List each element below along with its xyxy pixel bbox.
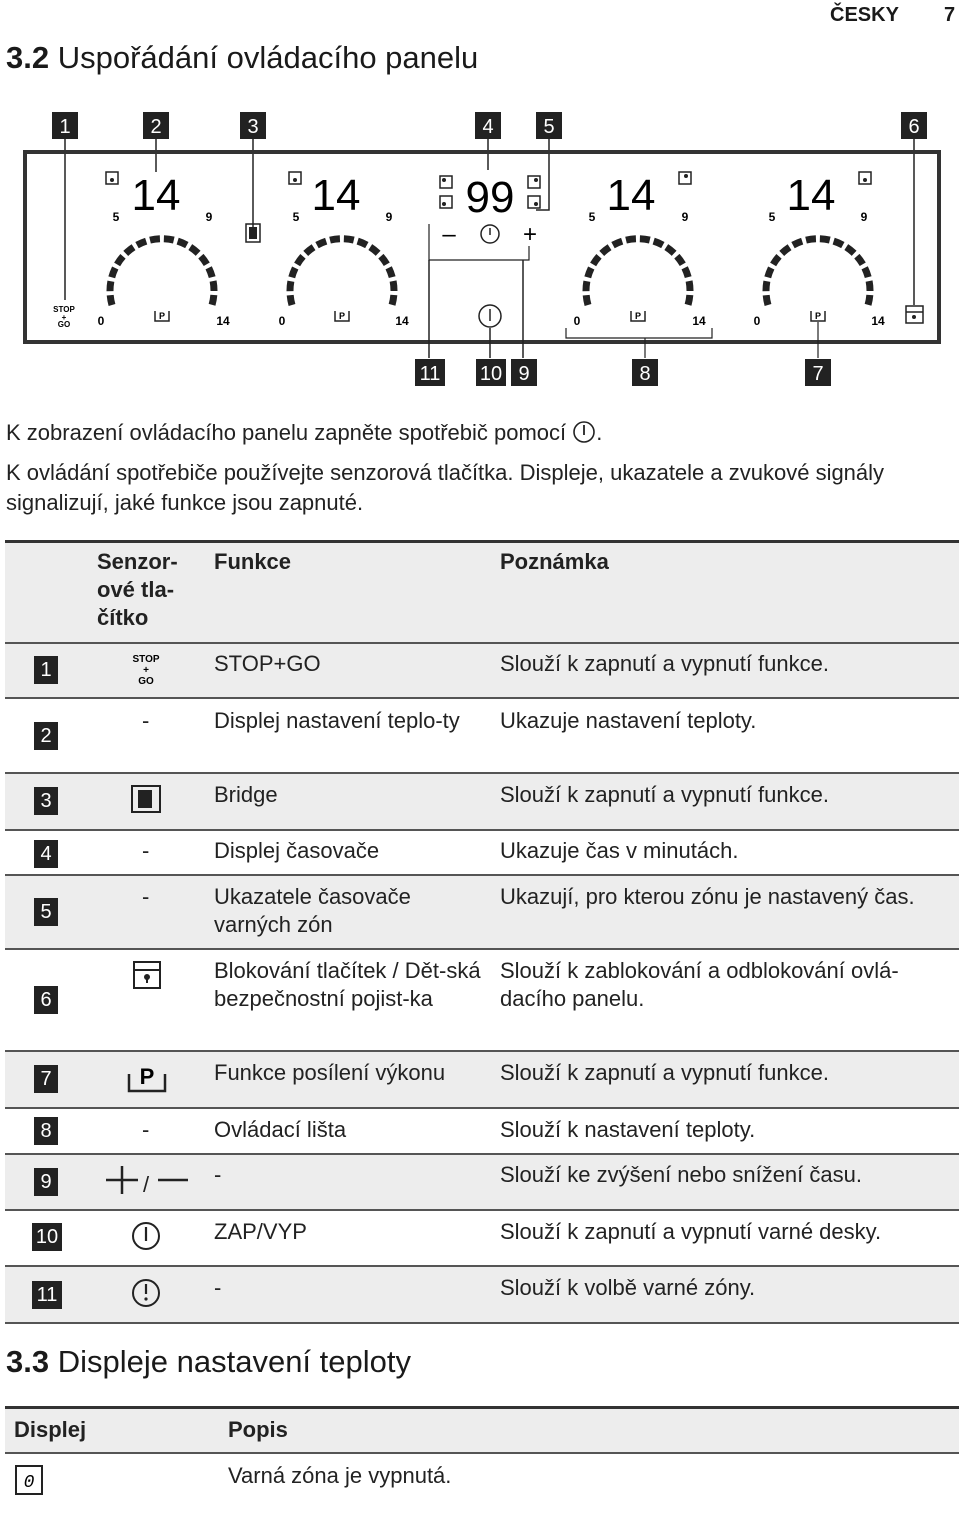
svg-text:P: P bbox=[139, 1064, 155, 1089]
zone-1-display: 14 bbox=[131, 171, 181, 220]
bridge-icon bbox=[130, 784, 162, 814]
svg-text:P: P bbox=[338, 311, 346, 321]
svg-text:5: 5 bbox=[768, 210, 776, 224]
svg-text:+: + bbox=[143, 665, 149, 676]
row-function: Ovládací lišta bbox=[214, 1117, 347, 1142]
callout-6: 6 bbox=[908, 116, 920, 138]
power-boost-icon bbox=[126, 1060, 168, 1094]
lock-icon bbox=[132, 960, 162, 990]
row-function: Funkce posílení výkonu bbox=[214, 1060, 446, 1085]
on-off-icon bbox=[130, 1220, 162, 1252]
svg-text:0: 0 bbox=[97, 314, 105, 328]
row-note: Ukazuje čas v minutách. bbox=[500, 838, 739, 863]
callout-2: 2 bbox=[150, 116, 162, 138]
svg-text:14: 14 bbox=[395, 314, 409, 328]
row-function: Displej nastavení teplo-ty bbox=[214, 708, 460, 733]
page-number: 7 bbox=[944, 4, 956, 26]
stop-label: STOP bbox=[53, 305, 75, 314]
section-title-text: Displeje nastavení teploty bbox=[57, 1344, 411, 1379]
row-note: Slouží k zapnutí a vypnutí varné desky. bbox=[500, 1219, 882, 1244]
callout-11: 11 bbox=[419, 363, 441, 385]
row-number: 1 bbox=[34, 656, 58, 684]
row-number: 9 bbox=[34, 1168, 58, 1196]
row-sensor: - bbox=[142, 1117, 150, 1142]
row-note: Slouží k zapnutí a vypnutí funkce. bbox=[500, 1060, 829, 1085]
timer-display: 99 bbox=[465, 173, 515, 222]
row-description: Varná zóna je vypnutá. bbox=[228, 1463, 452, 1488]
plus-icon bbox=[104, 1164, 140, 1196]
control-panel-diagram bbox=[0, 100, 960, 395]
row-number: 6 bbox=[34, 986, 58, 1014]
table-header-display: Displej bbox=[14, 1417, 87, 1442]
row-sensor: - bbox=[142, 884, 150, 909]
callout-10: 10 bbox=[479, 363, 503, 385]
table-header-function: Funkce bbox=[214, 549, 292, 574]
zone-1 bbox=[98, 171, 230, 328]
section-title bbox=[6, 40, 478, 76]
row-note: Slouží ke zvýšení nebo snížení času. bbox=[500, 1162, 862, 1187]
svg-text:0: 0 bbox=[23, 1473, 35, 1493]
section-title-text: Uspořádání ovládacího panelu bbox=[57, 40, 479, 75]
zone-3 bbox=[566, 171, 712, 358]
svg-text:P: P bbox=[634, 311, 642, 321]
svg-text:0: 0 bbox=[278, 314, 286, 328]
row-function: - bbox=[214, 1275, 222, 1300]
row-note: Slouží k zapnutí a vypnutí funkce. bbox=[500, 651, 829, 676]
section-title bbox=[6, 1344, 411, 1380]
row-number: 7 bbox=[34, 1065, 58, 1093]
row-note: Slouží k zapnutí a vypnutí funkce. bbox=[500, 782, 829, 807]
row-function: STOP+GO bbox=[214, 651, 321, 676]
timer-icon bbox=[130, 1277, 162, 1309]
row-function: ZAP/VYP bbox=[214, 1219, 307, 1244]
callout-4: 4 bbox=[482, 116, 494, 138]
svg-text:–: – bbox=[442, 221, 456, 248]
row-number: 11 bbox=[32, 1281, 62, 1309]
svg-text:5: 5 bbox=[588, 210, 596, 224]
go-label: GO bbox=[57, 320, 71, 329]
row-note: Ukazuje nastavení teploty. bbox=[500, 708, 757, 733]
svg-text:9: 9 bbox=[385, 210, 393, 224]
callouts-top bbox=[52, 112, 927, 139]
minus-icon bbox=[156, 1164, 190, 1196]
section-number: 3.2 bbox=[6, 40, 50, 75]
row-number: 3 bbox=[34, 787, 58, 815]
svg-text:9: 9 bbox=[205, 210, 213, 224]
row-number: 5 bbox=[34, 898, 58, 926]
svg-text:0: 0 bbox=[753, 314, 761, 328]
callout-7: 7 bbox=[812, 363, 824, 385]
svg-text:14: 14 bbox=[692, 314, 706, 328]
table-header-note: Poznámka bbox=[500, 549, 609, 574]
callout-1: 1 bbox=[59, 116, 71, 138]
zero-display-icon bbox=[14, 1464, 44, 1496]
intro-line-1: K zobrazení ovládacího panelu zapněte spotřebič pomocí . bbox=[6, 420, 603, 445]
svg-text:5: 5 bbox=[292, 210, 300, 224]
svg-text:9: 9 bbox=[860, 210, 868, 224]
row-note: Slouží k volbě varné zóny. bbox=[500, 1275, 756, 1300]
row-number: 8 bbox=[34, 1117, 58, 1145]
callout-8: 8 bbox=[639, 363, 651, 385]
row-number: 4 bbox=[34, 840, 58, 868]
svg-text:P: P bbox=[814, 311, 822, 321]
callouts-bottom bbox=[415, 359, 831, 386]
callout-3: 3 bbox=[247, 116, 259, 138]
zone-2-display: 14 bbox=[311, 171, 361, 220]
row-note: Slouží k zablokování a odblokování ovlá-dacího panelu. bbox=[500, 958, 899, 1011]
svg-text:9: 9 bbox=[681, 210, 689, 224]
svg-text:14: 14 bbox=[216, 314, 230, 328]
zone-4 bbox=[754, 171, 885, 358]
zone-2 bbox=[279, 171, 409, 328]
language-label: ČESKY bbox=[830, 4, 899, 26]
zone-4-display: 14 bbox=[786, 171, 836, 220]
svg-text:0: 0 bbox=[573, 314, 581, 328]
row-sensor: / bbox=[143, 1172, 150, 1197]
row-function: Displej časovače bbox=[214, 838, 380, 863]
svg-text:+: + bbox=[522, 221, 538, 248]
row-sensor: - bbox=[142, 838, 150, 863]
stop-go-icon bbox=[126, 652, 166, 686]
svg-text:GO: GO bbox=[138, 676, 154, 686]
svg-text:5: 5 bbox=[112, 210, 120, 224]
callout-9: 9 bbox=[518, 363, 530, 385]
callout-5: 5 bbox=[543, 116, 555, 138]
plus-label: + bbox=[61, 313, 67, 322]
table-header-sensor: Senzor-ové tla-čítko bbox=[97, 549, 178, 630]
row-note: Slouží k nastavení teploty. bbox=[500, 1117, 756, 1142]
intro-line-2: K ovládání spotřebiče používejte senzorová tlačítka. Displeje, ukazatele a zvukové signály signalizují, jaké funkce jsou zapnuté. bbox=[6, 460, 885, 515]
zone-3-display: 14 bbox=[606, 171, 656, 220]
lock-icon bbox=[906, 306, 923, 323]
row-number: 10 bbox=[32, 1223, 62, 1251]
section-number: 3.3 bbox=[6, 1344, 50, 1379]
row-function: Ukazatele časovače varných zón bbox=[214, 884, 411, 937]
svg-text:STOP: STOP bbox=[132, 654, 160, 665]
on-off-icon bbox=[572, 420, 596, 444]
row-function: Blokování tlačítek / Dět-ská bezpečnostní pojist-ka bbox=[214, 958, 481, 1011]
row-function: - bbox=[214, 1162, 222, 1187]
row-sensor: - bbox=[142, 708, 150, 733]
svg-text:14: 14 bbox=[871, 314, 885, 328]
table-header-description: Popis bbox=[228, 1417, 288, 1442]
svg-text:P: P bbox=[158, 311, 166, 321]
row-function: Bridge bbox=[214, 782, 278, 807]
row-number: 2 bbox=[34, 722, 58, 750]
row-note: Ukazují, pro kterou zónu je nastavený čas. bbox=[500, 884, 915, 909]
